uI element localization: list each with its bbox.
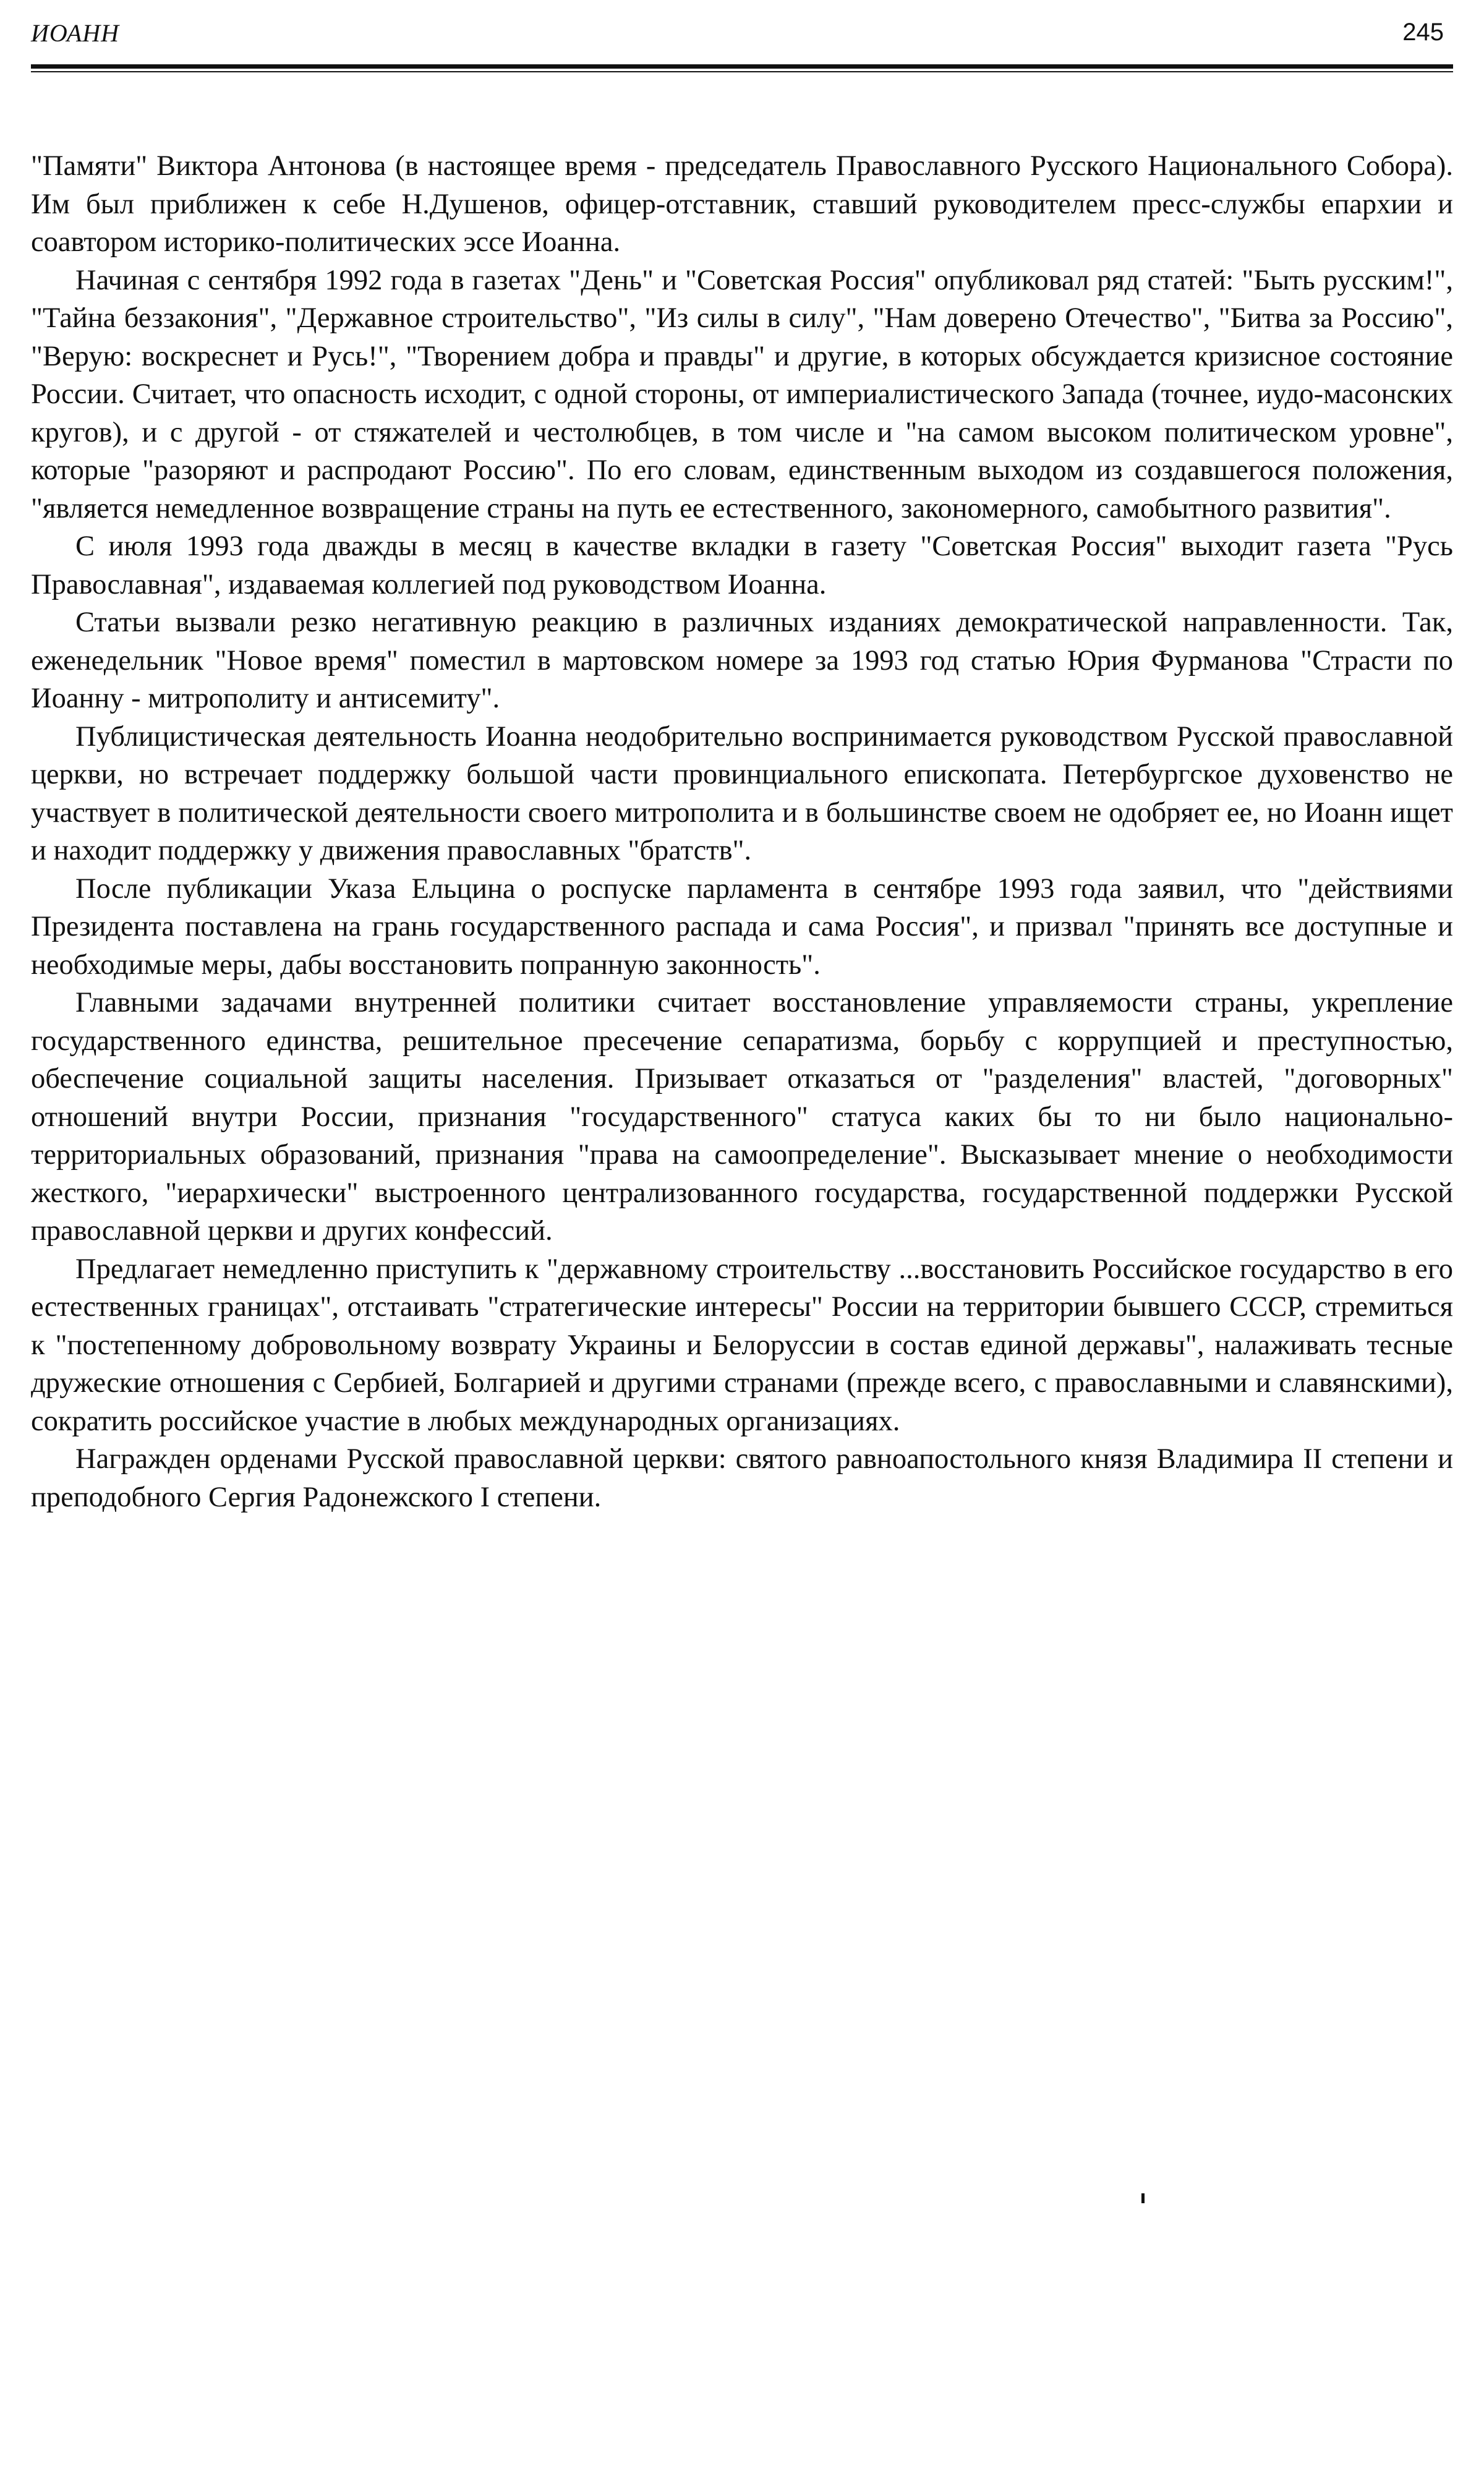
header-rule-thin xyxy=(31,71,1453,72)
running-title: ИОАНН xyxy=(31,19,120,47)
paragraph: После публикации Указа Ельцина о роспуске парламента в сентябре 1993 года заявил, что "действиями Президента поставлена на грань государственного распада и сама Россия", и призвал "принять все доступные и необходимые меры, дабы восстановить попранную законность". xyxy=(31,873,1453,981)
paragraph: Статьи вызвали резко негативную реакцию в различных изданиях демократической направленности. Так, еженедельник "Новое время" поместил в мартовском номере за 1993 год статью Юрия Фурманова "Страсти по Иоанну - митрополиту и антисемиту". xyxy=(31,607,1453,714)
paragraph: С июля 1993 года дважды в месяц в качестве вкладки в газету "Советская Россия" выходит газета "Русь Православная", издаваемая коллегией под руководством Иоанна. xyxy=(31,531,1453,600)
page-number: 245 xyxy=(1402,19,1444,46)
paragraph: "Памяти" Виктора Антонова (в настоящее время - председатель Православного Русского Национального Собора). Им был приближен к себе Н.Душенов, офицер-отставник, ставший руководителем пресс-службы епархии и соавтором историко-политических эссе Иоанна. xyxy=(31,150,1453,258)
paragraph: Начиная с сентября 1992 года в газетах "День" и "Советская Россия" опубликовал ряд статей: "Быть русским!", "Тайна беззакония", "Державное строительство", "Из силы в силу", "Нам доверено Отечество", "Битва за Россию", "Верую: воскреснет и Русь!", "Творением добра и правды" и другие, в которых обсуждается кризисное состояние России. Считает, что опасность исходит, с одной стороны, от империалистического Запада (точнее, иудо-масонских кругов), и с другой - от стяжателей и честолюбцев, в том числе и "на самом высоком политическом уровне", которые "разоряют и распродают Россию". По его словам, единственным выходом из создавшегося положения, "является немедленное возвращение страны на путь ее естественного, закономерного, самобытного развития". xyxy=(31,264,1453,524)
scan-speck xyxy=(1141,2193,1145,2203)
paragraph: Публицистическая деятельность Иоанна неодобрительно воспринимается руководством Русской православной церкви, но встречает поддержку большой части провинциального епископата. Петербургское духовенство не участвует в политической деятельности своего митрополита и в большинстве своем не одобряет ее, но Иоанн ищет и находит поддержку у движения православных "братств". xyxy=(31,720,1453,866)
paragraph: Предлагает немедленно приступить к "державному строительству ...восстановить Российское государство в его естественных границах", отстаивать "стратегические интересы" России на территории бывшего СССР, стремиться к "постепенному добровольному возврату Украины и Белоруссии в состав единой державы", налаживать тесные дружеские отношения с Сербией, Болгарией и другими странами (прежде всего, с православными и славянскими), сократить российское участие в любых международных организациях. xyxy=(31,1253,1453,1437)
paragraph: Главными задачами внутренней политики считает восстановление управляемости страны, укрепление государственного единства, решительное пресечение сепаратизма, борьбу с коррупцией и преступностью, обеспечение социальной защиты населения. Призывает отказаться от "разделения" властей, "договорных" отношений внутри России, признания "государственного" статуса каких бы то ни было национально-территориальных образований, признания "права на самоопределение". Высказывает мнение о необходимости жесткого, "иерархически" выстроенного централизованного государства, государственной поддержки Русской православной церкви и других конфессий. xyxy=(31,987,1453,1247)
body-text xyxy=(31,147,1453,1516)
page-header xyxy=(31,19,1453,62)
paragraph: Награжден орденами Русской православной церкви: святого равноапостольного князя Владимира II степени и преподобного Сергия Радонежского I степени. xyxy=(31,1443,1453,1513)
header-rule-thick xyxy=(31,64,1453,69)
